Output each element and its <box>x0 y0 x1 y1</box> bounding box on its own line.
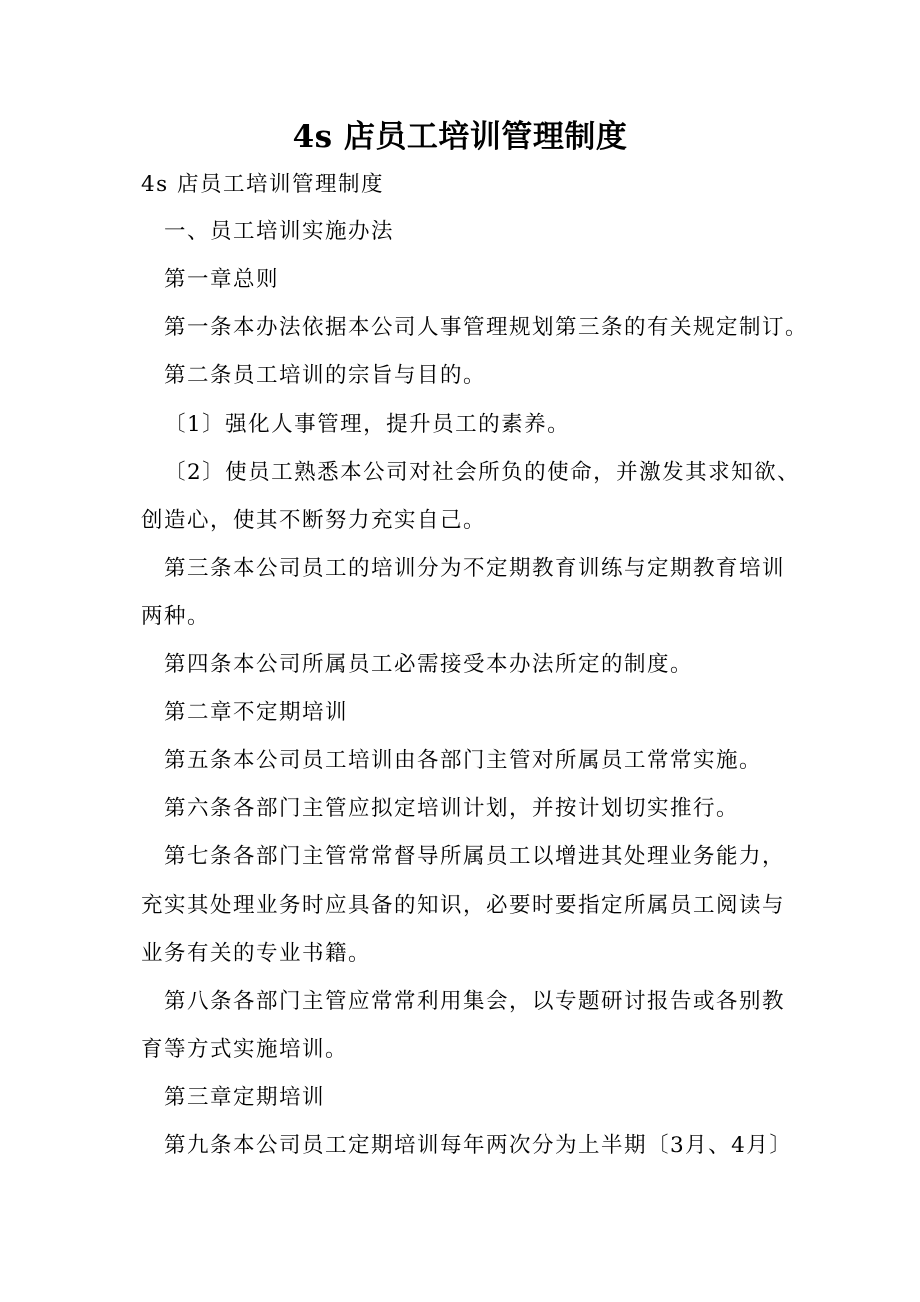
chapter-heading: 第一章总则 <box>164 267 280 292</box>
paragraph-line: 〔2〕使员工熟悉本公司对社会所负的使命，并激发其求知欲、 <box>164 460 801 485</box>
paragraph-line: 第三条本公司员工的培训分为不定期教育训练与定期教育培训 <box>164 556 786 581</box>
paragraph-line: 第六条各部门主管应拟定培训计划，并按计划切实推行。 <box>164 796 740 821</box>
paragraph-line: 业务有关的专业书籍。 <box>141 941 372 966</box>
paragraph-line: 第八条各部门主管应常常利用集会，以专题研讨报告或各别教 <box>164 989 786 1014</box>
document-title: 4s 店员工培训管理制度 <box>292 119 628 155</box>
paragraph-line: 两种。 <box>141 604 211 629</box>
section-heading: 一、员工培训实施办法 <box>164 219 395 244</box>
paragraph-line: 第四条本公司所属员工必需接受本办法所定的制度。 <box>164 652 694 677</box>
paragraph-line: 第五条本公司员工培训由各部门主管对所属员工常常实施。 <box>164 748 763 773</box>
paragraph-line: 充实其处理业务时应具备的知识，必要时要指定所属员工阅读与 <box>141 893 786 918</box>
paragraph-line: 第七条各部门主管常常督导所属员工以增进其处理业务能力， <box>164 844 786 869</box>
subtitle-line: 4s 店员工培训管理制度 <box>141 172 385 197</box>
paragraph-line: 创造心，使其不断努力充实自己。 <box>141 508 487 533</box>
paragraph-line: 〔1〕强化人事管理，提升员工的素养。 <box>164 412 571 437</box>
paragraph-line: 第二条员工培训的宗旨与目的。 <box>164 363 487 388</box>
paragraph-line: 第九条本公司员工定期培训每年两次分为上半期〔3月、4月〕 <box>164 1133 793 1158</box>
paragraph-line: 育等方式实施培训。 <box>141 1037 349 1062</box>
chapter-heading: 第三章定期培训 <box>164 1085 326 1110</box>
paragraph-line: 第一条本办法依据本公司人事管理规划第三条的有关规定制订。 <box>164 315 809 340</box>
chapter-heading: 第二章不定期培训 <box>164 700 349 725</box>
